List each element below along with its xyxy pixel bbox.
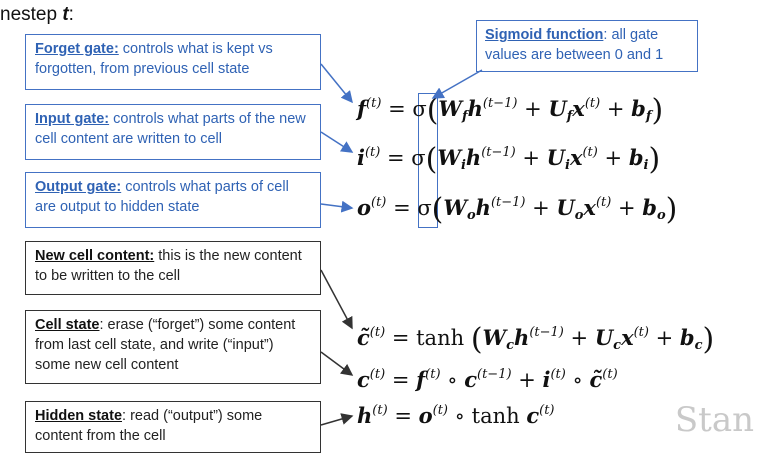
header-var: t	[62, 4, 69, 25]
input-arrow	[321, 132, 352, 152]
header-suffix: :	[68, 4, 74, 25]
output-arrow	[321, 204, 352, 208]
input-gate-text: controls what parts of the new cell content are written to cell	[35, 111, 306, 147]
input-gate-equation: $i^{(t)} = \sigma(Wih^{(t-1)} + Uix^{(t)} + bi)$	[357, 142, 661, 177]
hidden-state-equation: $h^{(t)} = o^{(t)}$ ∘ $\tanh c^{(t)}$	[357, 403, 555, 428]
output-gate-text: controls what parts of cell are output to hidden state	[35, 179, 289, 215]
cell-state-arrow	[321, 352, 352, 375]
new-cell-text: this is the new content to be written to the cell	[35, 248, 302, 284]
header-prefix: nestep	[0, 4, 63, 25]
forget-gate-text: controls what is kept vs forgotten, from previous cell state	[35, 41, 273, 77]
watermark-text: Stan	[674, 400, 754, 440]
cell-state-text: : erase (“forget”) some content from last cell state, and write (“input”) some new cell content	[35, 317, 296, 373]
forget-gate-label: Forget gate:	[35, 41, 119, 57]
new-cell-label: New cell content:	[35, 248, 155, 264]
cell-state-label: Cell state	[35, 317, 100, 333]
new-cell-arrow	[321, 270, 352, 328]
input-gate-label: Input gate:	[35, 111, 110, 127]
output-gate-label: Output gate:	[35, 179, 122, 195]
sigmoid-text: : all gate values are between 0 and 1	[485, 27, 664, 63]
hidden-state-label: Hidden state	[35, 408, 123, 424]
sigmoid-arrow	[433, 70, 482, 98]
hidden-state-arrow	[321, 416, 352, 425]
hidden-state-text: : read (“output”) some content from the cell	[35, 408, 263, 444]
new-cell-content-equation: c̃$^{(t)}$ = tanh (Wch$^{(t-1)}$ + Ucx$^{(t)}$ + bc)	[357, 322, 715, 357]
forget-arrow	[321, 64, 352, 102]
forget-gate-equation: $f^{(t)} = \sigma(Wfh^{(t-1)} + Ufx^{(t)} + bf)$	[357, 93, 664, 128]
output-gate-equation: $o^{(t)} = \sigma(Woh^{(t-1)} + Uox^{(t)} + bo)$	[357, 192, 678, 227]
cell-state-equation: $c^{(t)} = f^{(t)}$ ∘ $c^{(t-1)} + i^{(t)}$ ∘ c̃$^{(t)}$	[357, 367, 618, 392]
sigmoid-label: Sigmoid function	[485, 27, 604, 43]
